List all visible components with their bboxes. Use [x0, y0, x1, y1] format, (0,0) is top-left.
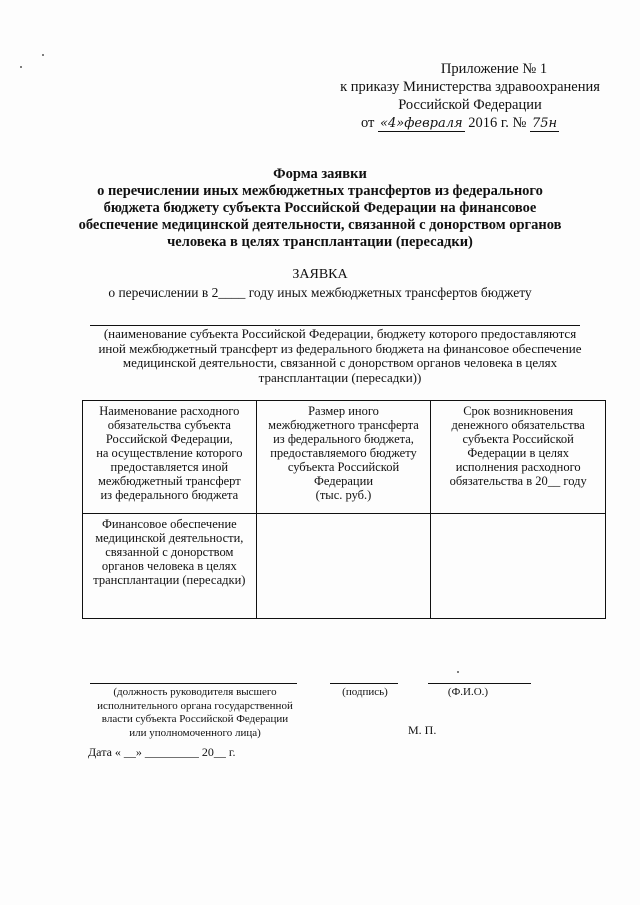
handwritten-date: [378, 116, 465, 132]
table-row: [83, 514, 606, 619]
title-line-2: о перечислении иных межбюджетных трансфертов из федерального: [97, 183, 543, 199]
date-field[interactable]: Дата « __» _________ 20__ г.: [88, 745, 236, 759]
caption-line-1: (наименование субъекта Российской Федерации, бюджету которого предоставляются: [103, 326, 577, 341]
cell-amount-input[interactable]: [256, 514, 431, 619]
date-year: 2016 г. №: [468, 115, 527, 131]
header-obligation-term: Срок возникновения денежного обязательства субъекта Российской Федерации в целях исполнения расходного обязательства в 20__ году: [431, 401, 606, 514]
form-title: [60, 166, 580, 251]
request-subheading: о перечислении в 2____ году иных межбюджетных трансфертов бюджету: [108, 285, 532, 300]
caption-line-2: иной межбюджетный трансферт из федерального бюджета на финансовое обеспечение: [98, 340, 582, 356]
scan-speck: [457, 671, 459, 673]
subject-name-caption: [80, 327, 600, 385]
date-open-quote: «: [380, 116, 388, 131]
cell-obligation-name: Финансовое обеспечение медицинской деятельности, связанной с донорством органов человека в целях трансплантации (пересадки): [83, 514, 257, 619]
header-expense-obligation: Наименование расходного обязательства субъекта Российской Федерации, на осуществление которого предоставляется иной межбюджетный трансферт из федерального бюджета: [83, 401, 257, 514]
date-month: февраля: [404, 116, 463, 131]
name-caption: (Ф.И.О.): [447, 686, 489, 698]
title-line-4: обеспечение медицинской деятельности, связанной с донорством органов: [78, 217, 562, 233]
table-header-row: [83, 401, 606, 514]
position-signature-line[interactable]: [90, 683, 297, 684]
appendix-number: Приложение № 1: [440, 61, 548, 77]
order-number: 75н: [531, 116, 558, 131]
signature-caption: (подпись): [342, 686, 388, 698]
header-transfer-amount: Размер иного межбюджетного трансферта из федерального бюджета, предоставляемого бюджету субъекта Российской Федерации (тыс. руб.): [256, 401, 431, 514]
position-caption: (должность руководителя высшего исполнительного органа государственной власти субъекта Российской Федерации или уполномоченного лица): [97, 686, 293, 739]
date-close-quote: »: [396, 116, 405, 131]
signature-line[interactable]: [330, 683, 398, 684]
name-line[interactable]: [428, 683, 531, 684]
scan-speck: [42, 54, 44, 56]
appendix-order-ref: к приказу Министерства здравоохранения: [340, 79, 600, 95]
title-line-3: бюджета бюджету субъекта Российской Федерации на финансовое: [103, 200, 537, 216]
appendix-block: [330, 60, 610, 133]
stamp-place: М. П.: [408, 723, 437, 737]
date-prefix: от: [361, 115, 375, 131]
date-day: 4: [388, 116, 397, 131]
appendix-date-line: [361, 114, 610, 133]
title-line-5: человека в целях трансплантации (пересадки): [167, 234, 473, 250]
request-table: [82, 400, 606, 619]
request-heading: ЗАЯВКА: [292, 267, 348, 282]
appendix-federation: Российской Федерации: [398, 97, 542, 113]
caption-line-3: медицинской деятельности, связанной с донорством органов человека в целях: [122, 355, 558, 370]
title-line-1: Форма заявки: [273, 166, 367, 182]
cell-term-input[interactable]: [431, 514, 606, 619]
caption-line-4: трансплантации (пересадки)): [258, 369, 422, 385]
scan-speck: [20, 66, 22, 68]
